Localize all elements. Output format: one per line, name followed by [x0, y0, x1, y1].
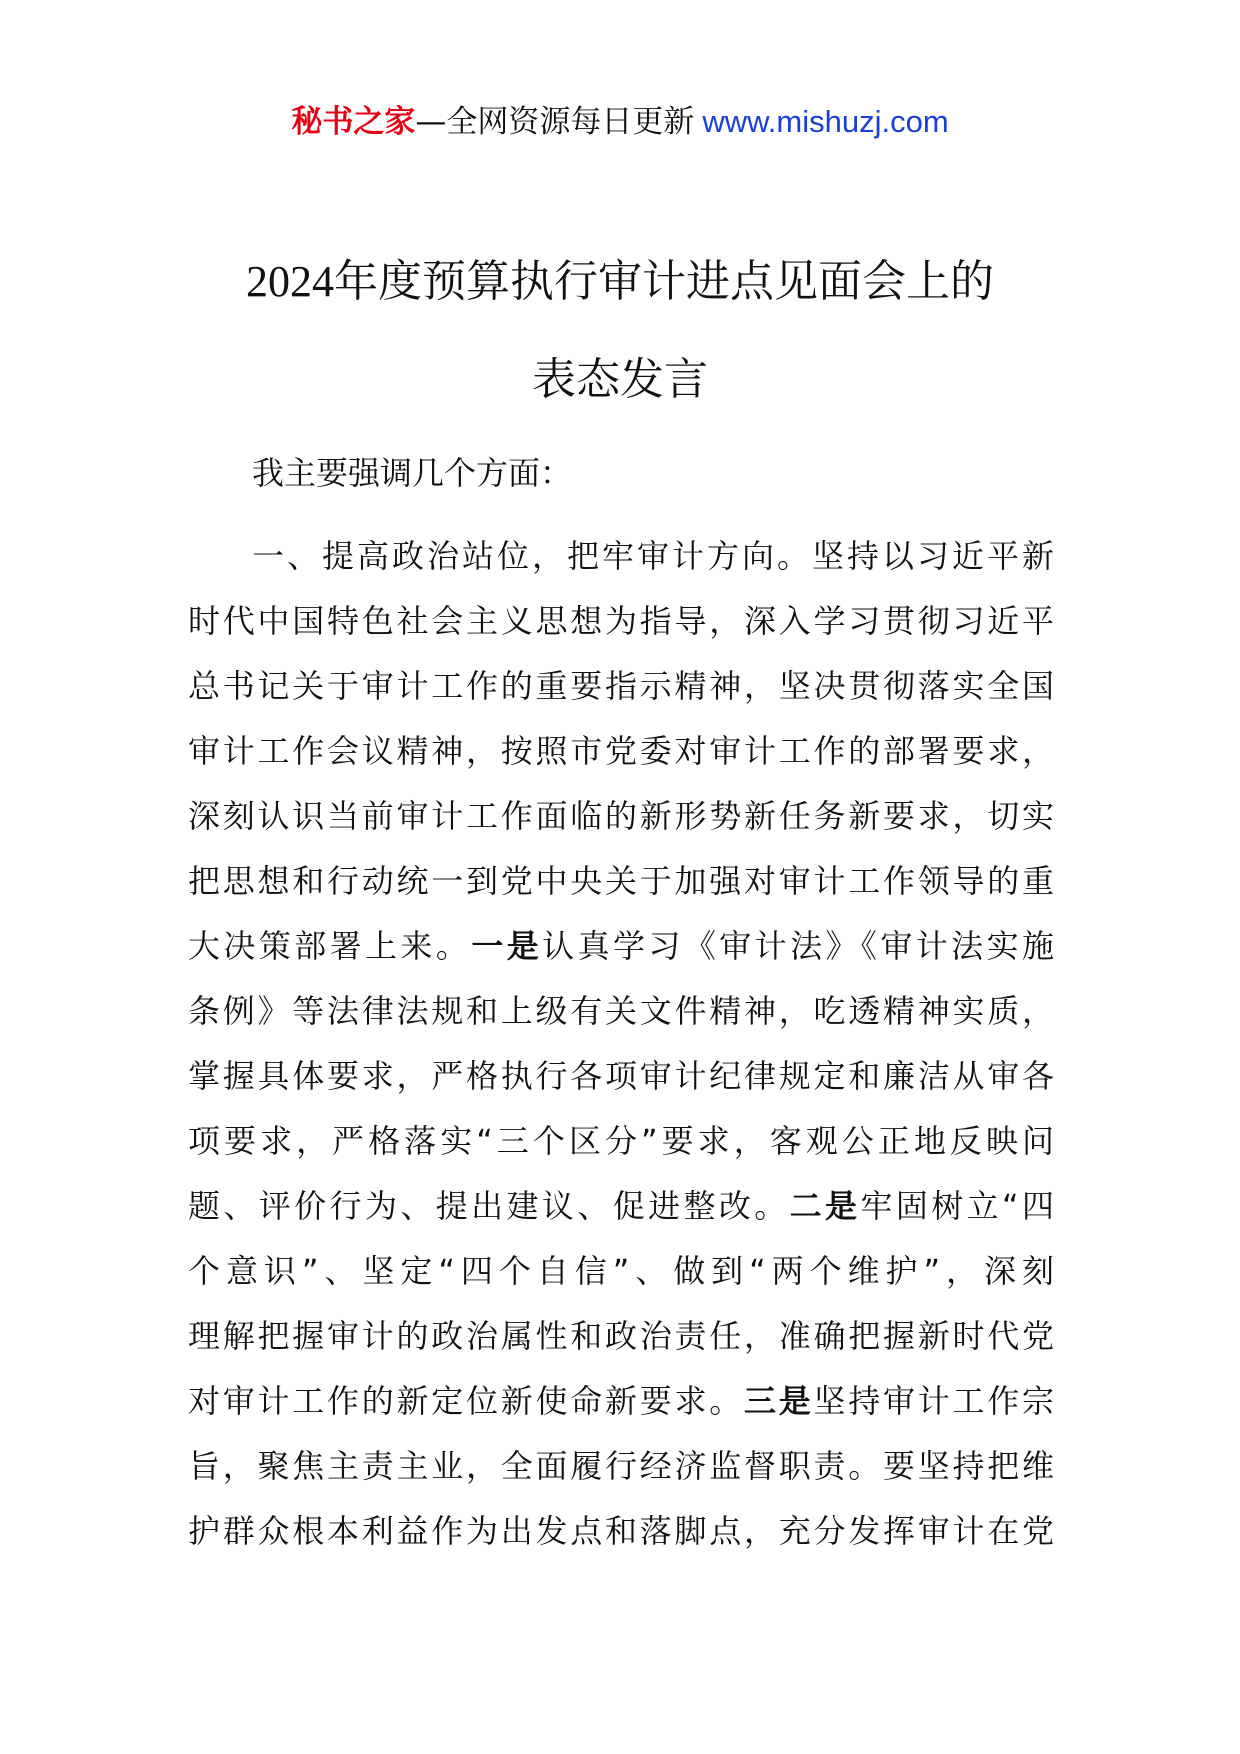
bold-marker-first: 一是: [471, 927, 543, 965]
text-run: 牢固树立“四: [860, 1187, 1054, 1225]
text-line: [188, 1369, 1054, 1434]
title-line-1-text: 年度预算执行审计进点见面会上的: [334, 256, 994, 307]
text-line: 护群众根本利益作为出发点和落脚点，充分发挥审计在党: [188, 1512, 1054, 1550]
text-line: 总书记关于审计工作的重要指示精神，坚决贯彻落实全国: [188, 667, 1054, 705]
text-line: 时代中国特色社会主义思想为指导，深入学习贯彻习近平: [188, 602, 1054, 640]
text-run: 大决策部署上来。: [188, 927, 472, 965]
text-run: 对审计工作的新定位新使命新要求。: [188, 1382, 744, 1420]
text-line: 把思想和行动统一到党中央关于加强对审计工作领导的重: [188, 862, 1054, 900]
intro-paragraph: 我主要强调几个方面：: [252, 454, 573, 492]
paragraph-1: [188, 524, 1054, 1564]
site-url-link[interactable]: www.mishuzj.com: [702, 104, 949, 139]
text-line: 理解把握审计的政治属性和政治责任，准确把握新时代党: [188, 1317, 1054, 1355]
text-line: 审计工作会议精神，按照市党委对审计工作的部署要求，: [188, 732, 1054, 770]
text-line: 个意识”、坚定“四个自信”、做到“两个维护”，深刻: [188, 1252, 1054, 1290]
text-line: 一、提高政治站位，把牢审计方向。坚持以习近平新: [252, 537, 1054, 575]
text-line: 掌握具体要求，严格执行各项审计纪律规定和廉洁从审各: [188, 1057, 1054, 1095]
text-run: 题、评价行为、提出建议、促进整改。: [188, 1187, 790, 1225]
document-title-line-2: 表态发言: [532, 354, 708, 405]
text-run: 坚持审计工作宗: [813, 1382, 1054, 1420]
text-line: [188, 1174, 1054, 1239]
text-line: 旨，聚焦主责主业，全面履行经济监督职责。要坚持把维: [188, 1447, 1054, 1485]
bold-marker-third: 三是: [743, 1382, 814, 1420]
title-year: 2024: [246, 257, 334, 306]
header-tagline: —全网资源每日更新: [415, 104, 695, 140]
bold-marker-second: 二是: [789, 1187, 861, 1225]
text-line: 深刻认识当前审计工作面临的新形势新任务新要求，切实: [188, 797, 1054, 835]
text-line: 项要求，严格落实“三个区分”要求，客观公正地反映问: [188, 1122, 1054, 1160]
text-line: 条例》等法律法规和上级有关文件精神，吃透精神实质，: [188, 992, 1054, 1030]
text-run: 认真学习《审计法》《审计法实施: [542, 927, 1054, 965]
brand-name: 秘书之家: [291, 104, 416, 140]
document-title-line-1: [0, 253, 1240, 311]
text-line: [188, 914, 1054, 979]
site-header: [0, 100, 1240, 144]
